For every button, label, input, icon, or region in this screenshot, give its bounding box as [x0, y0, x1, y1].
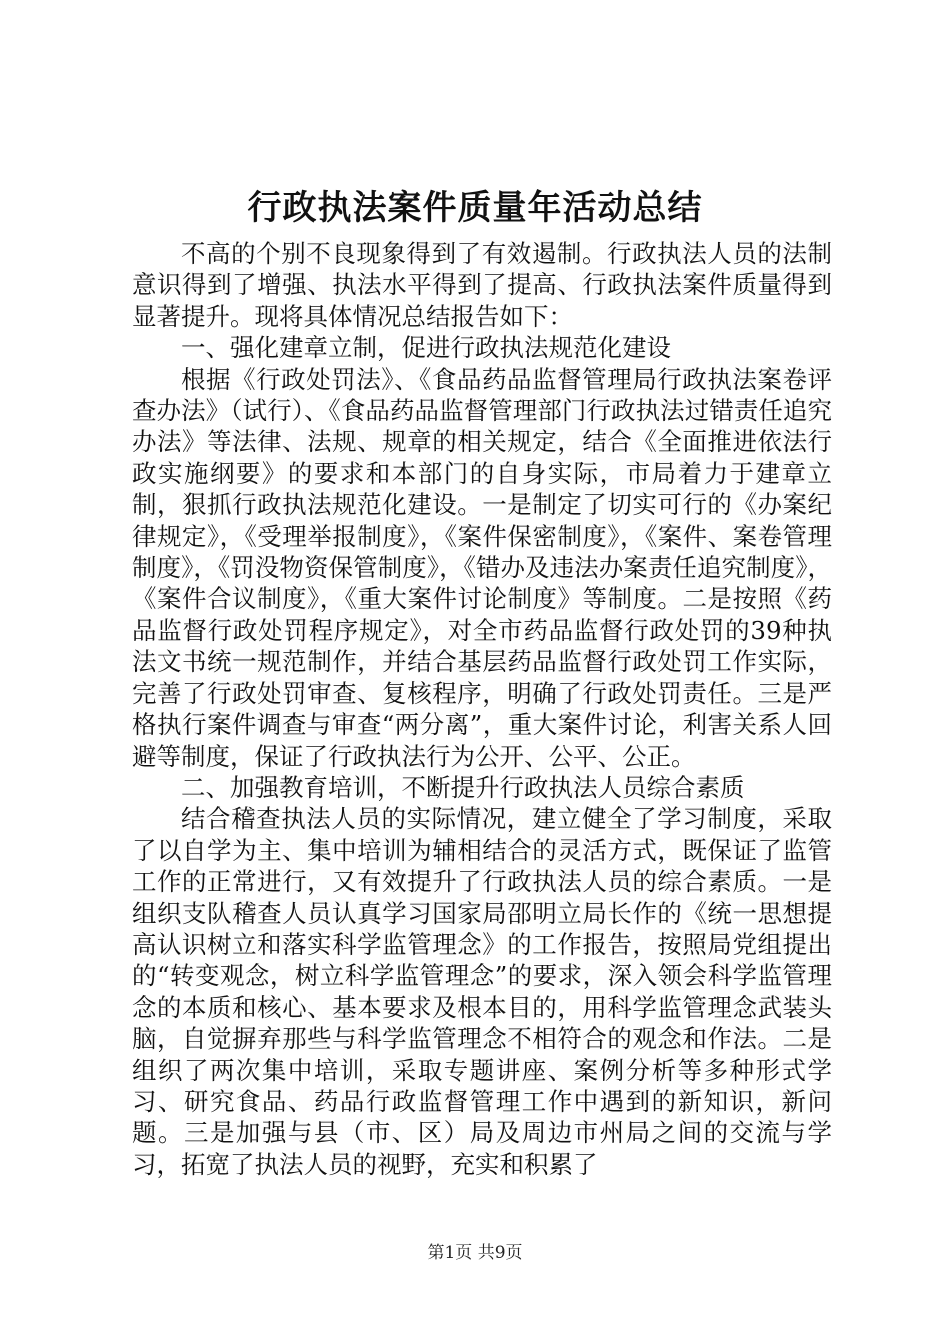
section-heading-1: 一、强化建章立制，促进行政执法规范化建设 [181, 333, 671, 363]
page-footer: 第1页 共9页 [427, 1243, 523, 1263]
document-title: 行政执法案件质量年活动总结 [247, 188, 703, 228]
document-body [132, 238, 832, 1180]
section-1-paragraph: 根据《行政处罚法》、《食品药品监督管理局行政执法案卷评查办法》（试行）、《食品药品监督管理部门行政执法过错责任追究办法》等法律、法规、规章的相关规定，结合《全面推进依法行政实施纲要》的要求和本部门的自身实际，市局着力于建章立制，狠抓行政执法规范化建设。一是制定了切实可行的《办案纪律规定》，《受理举报制度》，《案件保密制度》，《案件、案卷管理制度》，《罚没物资保管制度》，《错办及违法办案责任追究制度》，《案件合议制度》，《重大案件讨论制度》等制度。二是按照《药品监督行政处罚程序规定》，对全市药品监督行政处罚的39种执法文书统一规范制作，并结合基层药品监督行政处罚工作实际，完善了行政处罚审查、复核程序，明确了行政处罚责任。三是严格执行案件调查与审查“两分离”，重大案件讨论，利害关系人回避等制度，保证了行政执法行为公开、公平、公正。 [132, 364, 832, 771]
intro-paragraph: 不高的个别不良现象得到了有效遏制。行政执法人员的法制意识得到了增强、执法水平得到了提高、行政执法案件质量得到显著提升。现将具体情况总结报告如下： [132, 239, 832, 331]
section-heading-2: 二、加强教育培训，不断提升行政执法人员综合素质 [181, 772, 745, 802]
section-2-paragraph: 结合稽查执法人员的实际情况，建立健全了学习制度，采取了以自学为主、集中培训为辅相结合的灵活方式，既保证了监管工作的正常进行，又有效提升了行政执法人员的综合素质。一是组织支队稽查人员认真学习国家局邵明立局长作的《统一思想提高认识树立和落实科学监管理念》的工作报告，按照局党组提出的“转变观念，树立科学监管理念”的要求，深入领会科学监管理念的本质和核心、基本要求及根本目的，用科学监管理念武装头脑，自觉摒弃那些与科学监管理念不相符合的观念和作法。二是组织了两次集中培训，采取专题讲座、案例分析等多种形式学习、研究食品、药品行政监督管理工作中遇到的新知识，新问题。三是加强与县（市、区）局及周边市州局之间的交流与学习，拓宽了执法人员的视野，充实和积累了 [132, 804, 832, 1179]
